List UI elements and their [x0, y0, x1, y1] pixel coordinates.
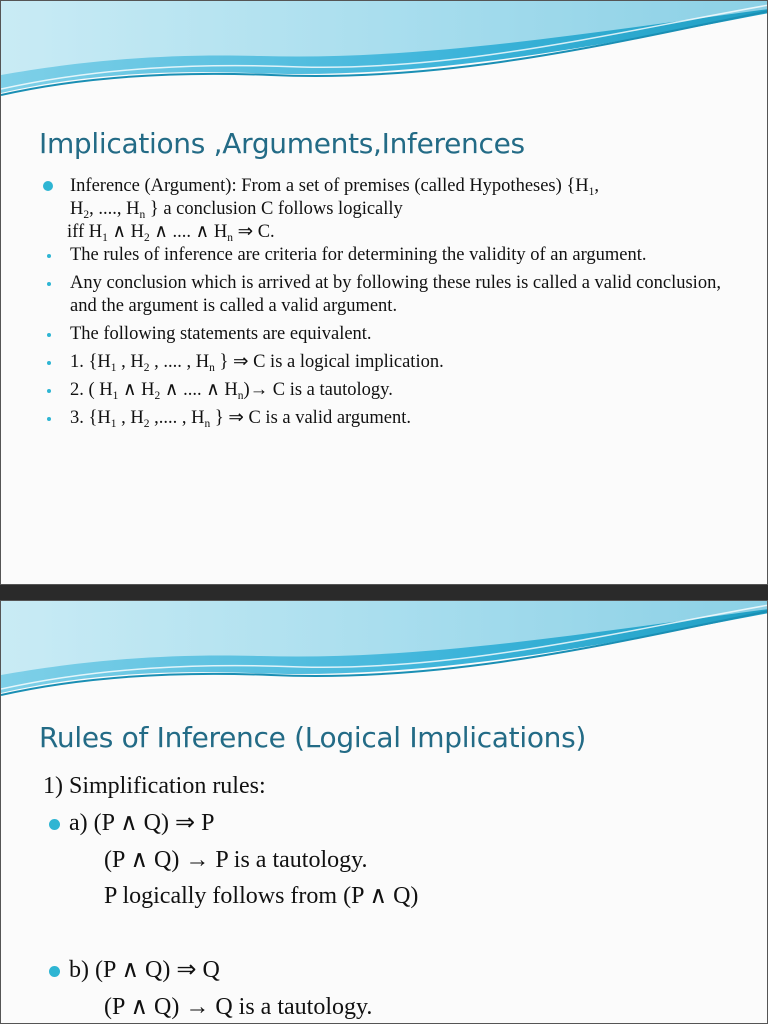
bullet-icon	[47, 282, 51, 286]
list-item: 2. ( $H_1$ ∧ $H_2$ ∧ .... ∧ $H_n)\to C$ is a tautology.	[43, 379, 737, 402]
iff-formula: iff $H_1$ ∧ $H_2$ ∧ .... ∧ $H_n$ ⇒ C.	[67, 222, 275, 244]
bullet-list	[43, 175, 737, 430]
bullet-icon	[47, 417, 51, 421]
list-item	[43, 808, 214, 838]
header-wave-decoration	[1, 1, 768, 111]
list-item: 3. {$H_1$ , $H_2$ ,.... , $H_n$ } ⇒ C is a valid argument.	[43, 407, 737, 430]
bullet-icon	[49, 966, 60, 977]
bullet-icon	[43, 181, 53, 191]
bullet-icon	[47, 389, 51, 393]
slide-title: Implications ,Arguments,Inferences	[39, 127, 525, 160]
list-item: Any conclusion which is arrived at by following these rules is called a valid conclusion, and the argument is called a valid argument.	[43, 272, 737, 318]
rule-b: b) (P ∧ Q) ⇒ Q	[69, 957, 220, 983]
rule-a-tautology: (P ∧ Q) → P is a tautology.	[104, 847, 368, 873]
slide-2	[0, 600, 768, 1024]
section-heading: 1) Simplification rules:	[43, 773, 266, 799]
list-item: 1. {$H_1$ , $H_2$ , .... , $H_n$ } ⇒ C is a logical implication.	[43, 351, 737, 374]
list-item: The following statements are equivalent.	[43, 323, 737, 346]
header-wave-decoration	[1, 601, 768, 711]
rule-a: a) (P ∧ Q) ⇒ P	[69, 810, 215, 836]
list-item: The rules of inference are criteria for determining the validity of an argument.	[43, 244, 737, 267]
list-item	[43, 175, 737, 221]
inference-text: Inference (Argument): From a set of premises (called Hypotheses) {$H_1$, $H_2$, ...., $H_n$ } a conclusion C follows logically	[70, 176, 600, 221]
bullet-icon	[49, 819, 60, 830]
list-item	[43, 221, 737, 244]
slide-title: Rules of Inference (Logical Implications)	[39, 721, 587, 754]
rule-a-follows: P logically follows from (P ∧ Q)	[104, 883, 419, 909]
bullet-icon	[47, 361, 51, 365]
bullet-icon	[47, 333, 51, 337]
bullet-icon	[47, 254, 51, 258]
rule-b-tautology: (P ∧ Q) → Q is a tautology.	[104, 994, 373, 1020]
list-item	[43, 955, 220, 985]
